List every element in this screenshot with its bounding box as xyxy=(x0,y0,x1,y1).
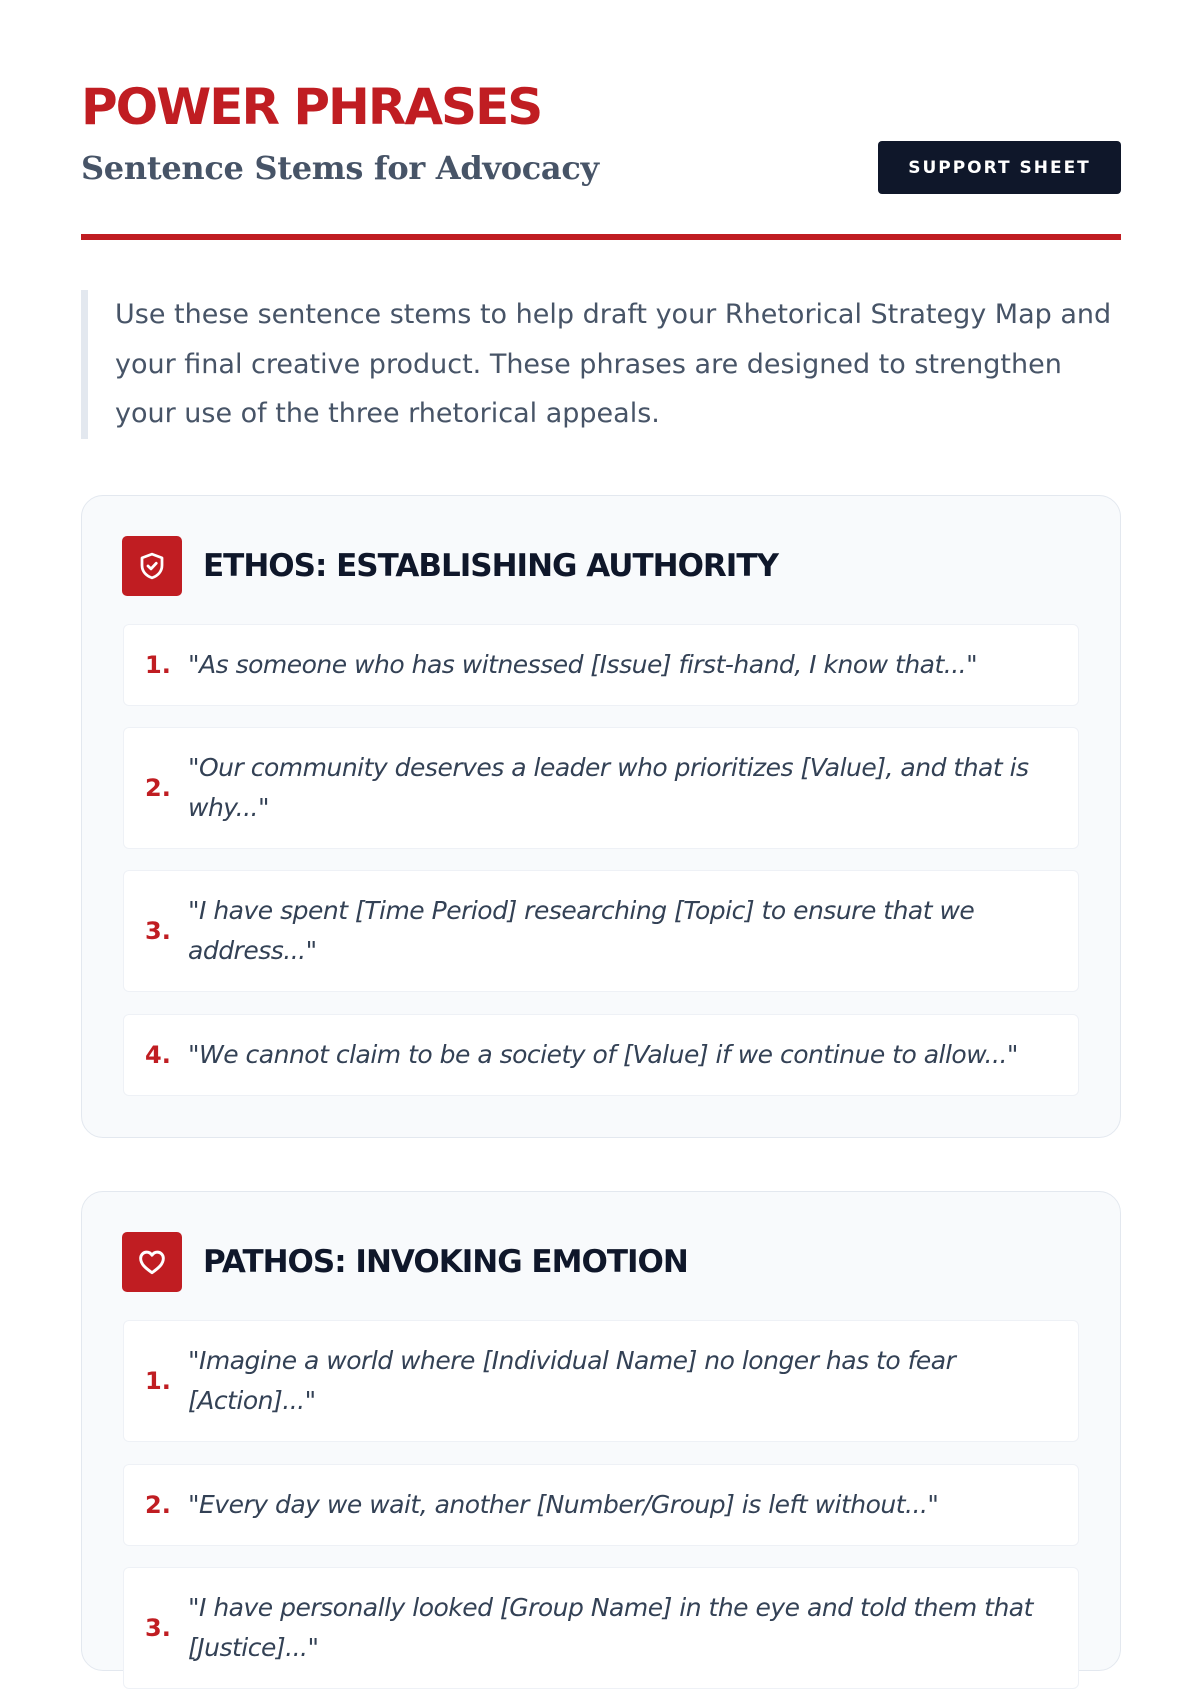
list-item xyxy=(123,624,1079,706)
pathos-title: PATHOS: INVOKING EMOTION xyxy=(203,1244,688,1280)
phrase-number: 3. xyxy=(145,917,171,945)
phrase-text: "We cannot claim to be a society of [Value] if we continue to allow..." xyxy=(188,1040,1018,1069)
list-item xyxy=(123,727,1079,849)
header-divider xyxy=(81,234,1121,240)
phrase-text: "As someone who has witnessed [Issue] first-hand, I know that..." xyxy=(188,650,978,679)
phrase-number: 2. xyxy=(145,1491,171,1519)
support-sheet-page xyxy=(81,0,1121,1662)
support-sheet-badge: SUPPORT SHEET xyxy=(878,141,1121,194)
phrase-number: 4. xyxy=(145,1041,171,1069)
ethos-card-header xyxy=(122,536,778,596)
page-subtitle: Sentence Stems for Advocacy xyxy=(81,149,599,187)
heart-icon xyxy=(122,1232,182,1292)
list-item xyxy=(123,870,1079,992)
list-item xyxy=(123,1014,1079,1096)
phrase-text: "Our community deserves a leader who prioritizes [Value], and that is why..." xyxy=(188,753,1029,822)
pathos-card xyxy=(81,1191,1121,1671)
page-title: POWER PHRASES xyxy=(81,78,542,136)
intro-callout: Use these sentence stems to help draft your Rhetorical Strategy Map and your final creative product. These phrases are designed to strengthen your use of the three rhetorical appeals. xyxy=(81,290,1121,439)
phrase-number: 1. xyxy=(145,651,171,679)
shield-check-icon xyxy=(122,536,182,596)
phrase-text: "I have spent [Time Period] researching [Topic] to ensure that we address..." xyxy=(188,896,975,965)
page-header xyxy=(81,0,1121,241)
phrase-number: 2. xyxy=(145,774,171,802)
phrase-text: "Imagine a world where [Individual Name] no longer has to fear [Action]..." xyxy=(188,1346,956,1415)
ethos-card xyxy=(81,495,1121,1138)
phrase-number: 3. xyxy=(145,1614,171,1642)
ethos-title: ETHOS: ESTABLISHING AUTHORITY xyxy=(203,548,778,584)
pathos-card-header xyxy=(122,1232,688,1292)
list-item xyxy=(123,1320,1079,1442)
phrase-text: "I have personally looked [Group Name] in the eye and told them that [Justice]..." xyxy=(188,1593,1033,1662)
phrase-text: "Every day we wait, another [Number/Group] is left without..." xyxy=(188,1490,939,1519)
list-item xyxy=(123,1567,1079,1689)
list-item xyxy=(123,1464,1079,1546)
phrase-number: 1. xyxy=(145,1367,171,1395)
